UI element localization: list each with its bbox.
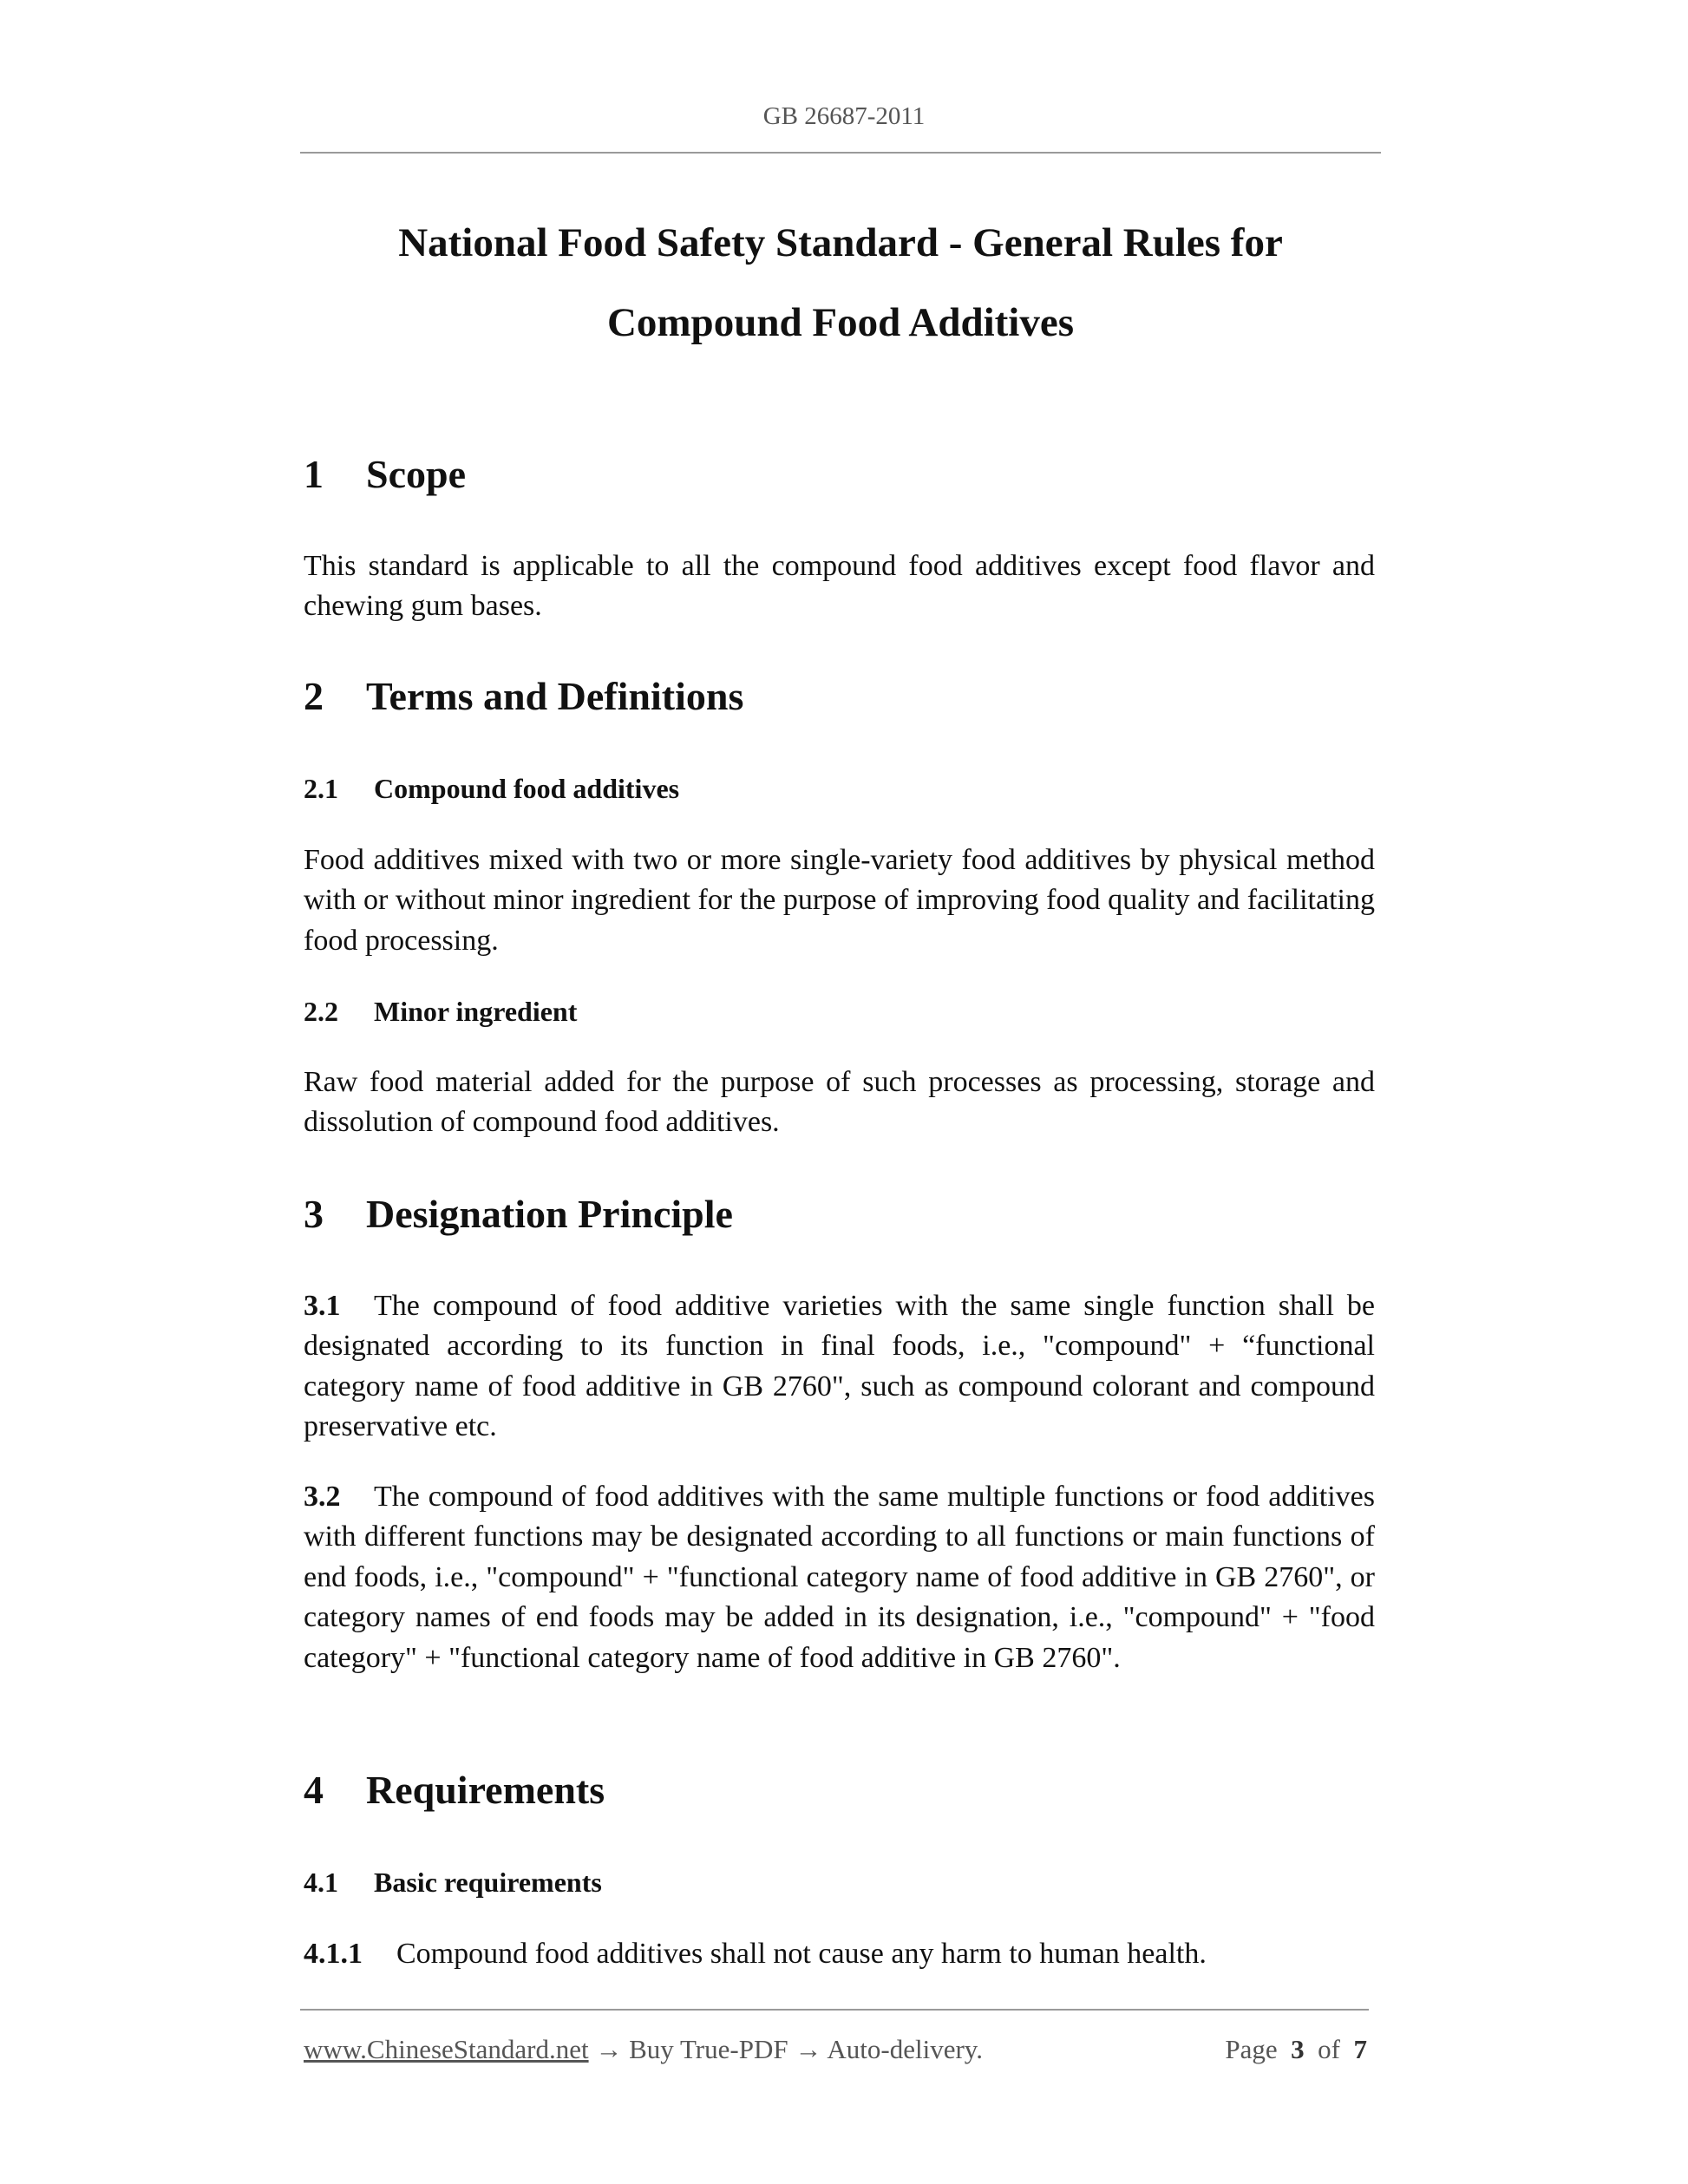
clause-text: The compound of food additive varieties with the same single function shall be designated according to its function in final foods, i.e., "compound" + “functional category name of food additive in GB 2760", such as compound colorant and compound preservative etc. — [304, 1290, 1375, 1443]
footer-rule — [300, 2009, 1369, 2011]
definition-paragraph-2-1: Food additives mixed with two or more single-variety food additives by physical method with or without minor ingredient for the purpose of improving food quality and facilitating food processing. — [304, 844, 1375, 957]
clause-number: 4.1.1 — [304, 1938, 363, 1970]
running-header: GB 26687-2011 — [762, 102, 926, 130]
section-2-1-heading — [304, 768, 679, 808]
document-title — [300, 203, 1381, 363]
buy-pdf-text: Buy True-PDF — [629, 2034, 788, 2064]
website-link[interactable]: www.ChineseStandard.net — [304, 2034, 589, 2064]
clause-number: 3.2 — [304, 1481, 341, 1513]
arrow-right-icon: → — [595, 2034, 623, 2064]
clause-text: Compound food additives shall not cause any harm to human health. — [396, 1938, 1207, 1970]
subsection-title: Compound food additives — [374, 773, 680, 804]
title-line-1: National Food Safety Standard - General Rules for — [398, 220, 1283, 265]
current-page: 3 — [1291, 2034, 1305, 2064]
section-1-heading — [304, 448, 466, 500]
title-line-2: Compound Food Additives — [606, 300, 1075, 345]
section-4-heading — [304, 1764, 605, 1816]
page-label: Page — [1225, 2034, 1278, 2064]
subsection-number: 2.2 — [304, 996, 338, 1027]
clause-number: 3.1 — [304, 1290, 341, 1322]
section-number: 3 — [304, 1192, 324, 1236]
total-pages: 7 — [1353, 2034, 1367, 2064]
footer-left — [304, 2030, 983, 2070]
section-3-heading — [304, 1188, 733, 1240]
arrow-right-icon: → — [795, 2034, 822, 2064]
section-2-heading — [304, 670, 743, 723]
section-number: 4 — [304, 1768, 324, 1812]
section-4-1-heading — [304, 1862, 602, 1902]
section-number: 2 — [304, 674, 324, 718]
section-number: 1 — [304, 452, 324, 496]
clause-3-1 — [304, 1286, 1375, 1448]
subsection-number: 2.1 — [304, 773, 338, 804]
clause-4-1-1 — [304, 1934, 1375, 1974]
clause-text: The compound of food additives with the same multiple functions or food additives with different functions may be designated according to all functions or main functions of end foods, i.e., "compound" + "functional category name of food additive in GB 2760", or category names of end foods may be added in its designation, i.e., "compound" + "food category" + "functional category name of food additive in GB 2760". — [304, 1481, 1375, 1674]
subsection-number: 4.1 — [304, 1867, 338, 1898]
subsection-title: Basic requirements — [374, 1867, 602, 1898]
of-label: of — [1318, 2034, 1340, 2064]
subsection-title: Minor ingredient — [374, 996, 578, 1027]
auto-delivery-text: Auto-delivery. — [827, 2034, 984, 2064]
section-title: Designation Principle — [366, 1192, 733, 1236]
page-indicator — [1214, 2030, 1367, 2070]
section-title: Scope — [366, 452, 466, 496]
definition-paragraph-2-2: Raw food material added for the purpose of such processes as processing, storage and dissolution of compound food additives. — [304, 1066, 1375, 1139]
scope-paragraph: This standard is applicable to all the compound food additives except food flavor and chewing gum bases. — [304, 550, 1375, 623]
section-title: Terms and Definitions — [366, 674, 744, 718]
header-rule — [300, 152, 1381, 154]
clause-3-2 — [304, 1477, 1375, 1678]
section-2-2-heading — [304, 991, 577, 1031]
section-title: Requirements — [366, 1768, 605, 1812]
